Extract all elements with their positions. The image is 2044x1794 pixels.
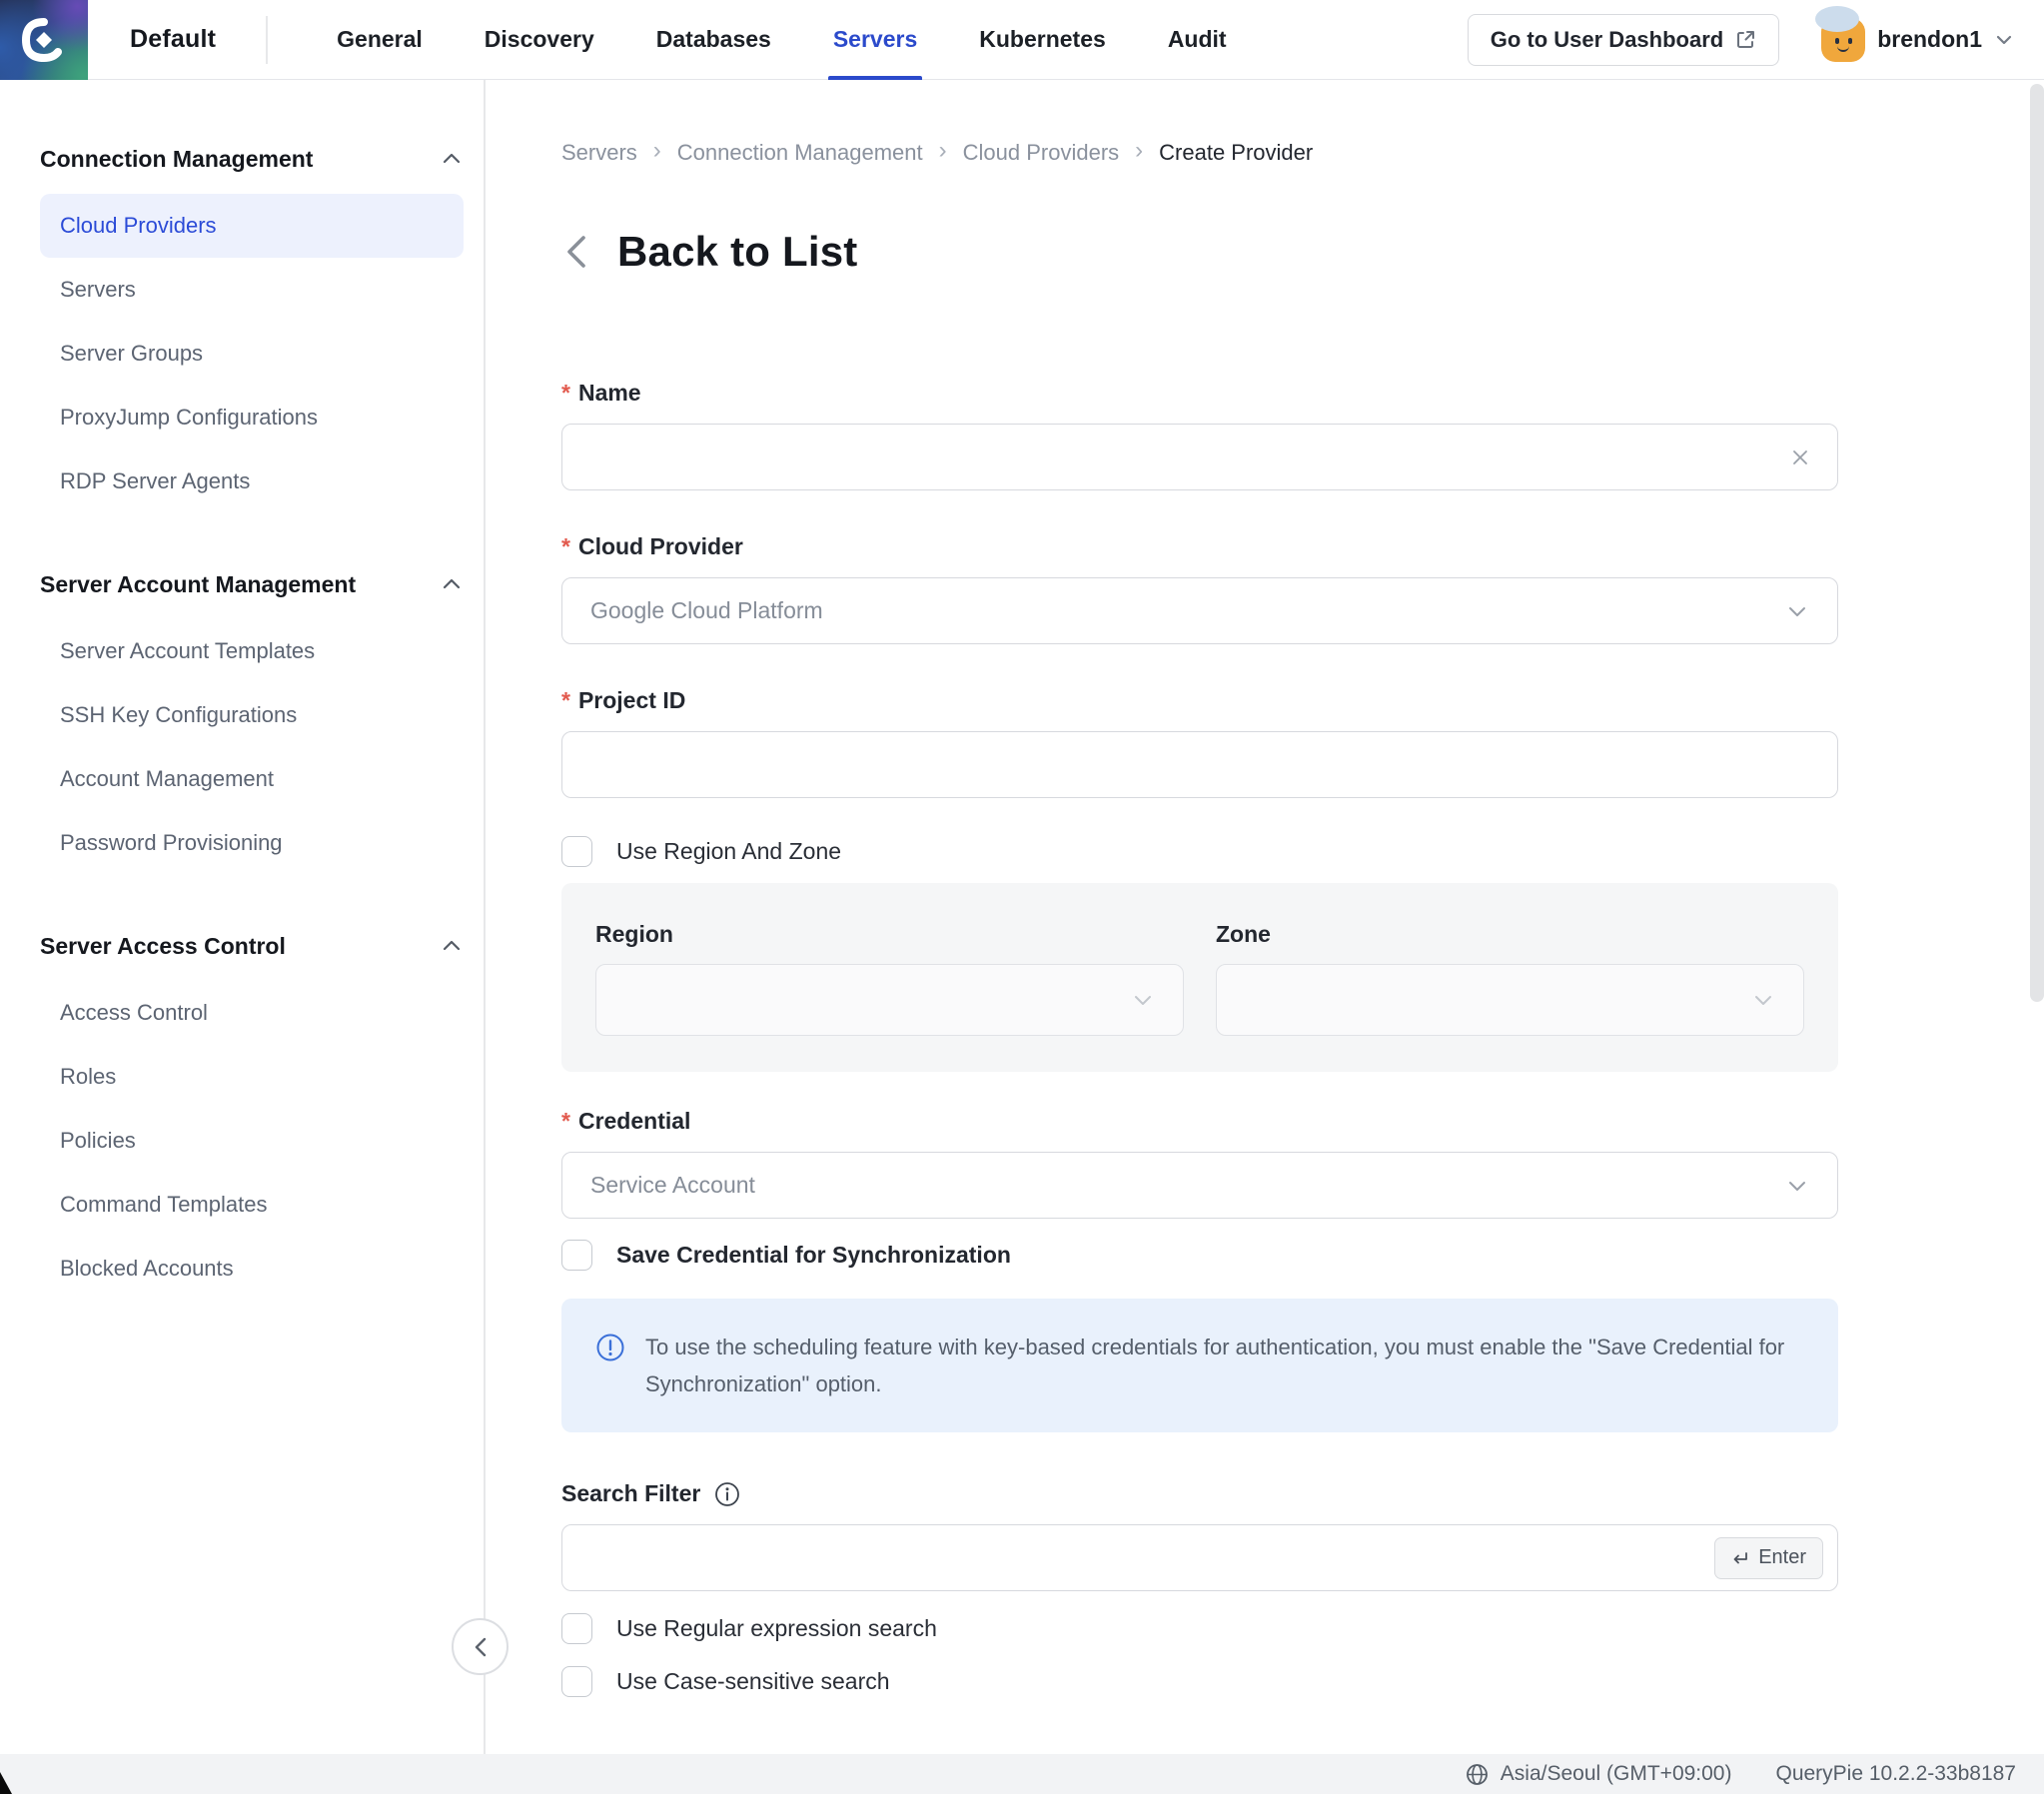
timezone-status bbox=[1466, 1762, 1732, 1786]
use-regex-row[interactable] bbox=[561, 1613, 1838, 1644]
zone-select[interactable] bbox=[1216, 964, 1804, 1036]
chevron-down-icon bbox=[1131, 988, 1155, 1012]
project-id-label bbox=[561, 687, 1838, 714]
region-zone-panel bbox=[561, 883, 1838, 1072]
sidebar-item-account-management[interactable]: Account Management bbox=[60, 766, 275, 791]
nav-tabs bbox=[306, 0, 1257, 80]
region-column bbox=[595, 921, 1184, 1036]
region-select[interactable] bbox=[595, 964, 1184, 1036]
sidebar-header-connection-management[interactable] bbox=[40, 142, 464, 176]
use-region-zone-checkbox[interactable] bbox=[561, 836, 592, 867]
page-title: Back to List bbox=[617, 228, 858, 275]
topbar-right bbox=[1468, 14, 2044, 66]
cloud-provider-select[interactable] bbox=[561, 577, 1838, 644]
save-credential-label: Save Credential for Synchronization bbox=[616, 1242, 1011, 1268]
tab-databases[interactable]: Databases bbox=[655, 26, 771, 52]
case-sensitive-label: Use Case-sensitive search bbox=[616, 1668, 890, 1694]
sidebar-item-access-control[interactable]: Access Control bbox=[60, 1000, 208, 1025]
chevron-up-icon bbox=[440, 934, 464, 958]
go-to-user-dashboard-button[interactable] bbox=[1468, 14, 1779, 66]
sidebar-item-roles[interactable]: Roles bbox=[60, 1064, 117, 1089]
credential-select[interactable] bbox=[561, 1152, 1838, 1219]
avatar-eye bbox=[1835, 38, 1839, 44]
chevron-down-icon bbox=[1785, 1174, 1809, 1198]
regex-search-label: Use Regular expression search bbox=[616, 1615, 937, 1641]
chevron-left-icon bbox=[471, 1635, 491, 1659]
save-credential-checkbox[interactable] bbox=[561, 1240, 592, 1271]
close-icon[interactable] bbox=[1787, 445, 1813, 470]
project-id-input[interactable] bbox=[561, 731, 1838, 798]
sidebar-item-password-provisioning[interactable]: Password Provisioning bbox=[60, 830, 283, 855]
cursor-artifact bbox=[0, 1772, 12, 1794]
name-label-text: Name bbox=[577, 380, 641, 406]
cloud-provider-label bbox=[561, 533, 1838, 560]
use-region-zone-label: Use Region And Zone bbox=[616, 838, 842, 864]
tab-servers[interactable]: Servers bbox=[802, 0, 948, 80]
sidebar-section-title: Server Account Management bbox=[40, 570, 357, 597]
use-region-zone-row[interactable] bbox=[561, 836, 1838, 867]
sidebar-section-server-account-management bbox=[40, 567, 464, 875]
breadcrumb-connection-management[interactable]: Connection Management bbox=[676, 140, 923, 165]
breadcrumb bbox=[561, 137, 1838, 166]
breadcrumb-cloud-providers[interactable]: Cloud Providers bbox=[962, 140, 1120, 165]
user-name: brendon1 bbox=[1877, 26, 1982, 52]
enter-key-icon bbox=[1731, 1550, 1749, 1566]
avatar-eye bbox=[1848, 38, 1852, 44]
version-label: QueryPie 10.2.2-33b8187 bbox=[1775, 1762, 2016, 1785]
back-to-list[interactable] bbox=[561, 228, 1838, 276]
globe-icon bbox=[1466, 1763, 1489, 1786]
tab-discovery[interactable]: Discovery bbox=[484, 26, 594, 52]
use-case-sensitive-row[interactable] bbox=[561, 1666, 1838, 1697]
sidebar-item-server-account-templates[interactable]: Server Account Templates bbox=[60, 638, 316, 663]
required-marker: * bbox=[561, 533, 570, 559]
chevron-right-icon: › bbox=[938, 137, 947, 164]
chevron-up-icon bbox=[440, 572, 464, 596]
sidebar-section-server-access-control bbox=[40, 929, 464, 1301]
region-label: Region bbox=[595, 921, 673, 947]
name-label bbox=[561, 380, 1838, 407]
avatar bbox=[1821, 18, 1865, 62]
tab-general[interactable]: General bbox=[337, 26, 423, 52]
avatar-mouth bbox=[1837, 45, 1849, 52]
sidebar-header-server-access-control[interactable] bbox=[40, 929, 464, 963]
project-id-label-text: Project ID bbox=[577, 687, 686, 713]
sidebar-item-servers[interactable]: Servers bbox=[60, 277, 136, 302]
chevron-down-icon bbox=[1751, 988, 1775, 1012]
tab-kubernetes[interactable]: Kubernetes bbox=[979, 26, 1106, 52]
enter-hint-badge bbox=[1714, 1537, 1823, 1579]
case-sensitive-checkbox[interactable] bbox=[561, 1666, 592, 1697]
regex-search-checkbox[interactable] bbox=[561, 1613, 592, 1644]
required-marker: * bbox=[561, 687, 570, 713]
search-filter-label-row bbox=[561, 1480, 1838, 1507]
zone-label: Zone bbox=[1216, 921, 1271, 947]
sidebar-section-title: Connection Management bbox=[40, 145, 314, 172]
sidebar-item-cloud-providers[interactable]: Cloud Providers bbox=[40, 194, 464, 258]
timezone-label: Asia/Seoul (GMT+09:00) bbox=[1500, 1762, 1732, 1785]
credential-value: Service Account bbox=[590, 1172, 755, 1198]
sidebar-collapse-button[interactable] bbox=[452, 1618, 509, 1675]
sync-alert-text: To use the scheduling feature with key-based credentials for authentication, you must enable the "Save Credential for Synchronization" option. bbox=[645, 1335, 1785, 1396]
search-filter-input[interactable] bbox=[561, 1524, 1838, 1591]
sync-info-alert bbox=[561, 1299, 1838, 1432]
sidebar-header-server-account-management[interactable] bbox=[40, 567, 464, 601]
status-bar bbox=[0, 1754, 2044, 1794]
cloud-provider-label-text: Cloud Provider bbox=[577, 533, 743, 559]
chevron-down-icon bbox=[1785, 599, 1809, 623]
info-icon[interactable] bbox=[714, 1481, 740, 1507]
sidebar-section-title: Server Access Control bbox=[40, 932, 286, 959]
chevron-left-icon bbox=[561, 232, 591, 272]
main-content bbox=[488, 80, 2044, 1754]
querypie-logo[interactable] bbox=[0, 0, 88, 80]
cloud-provider-value: Google Cloud Platform bbox=[590, 597, 823, 623]
save-credential-row[interactable] bbox=[561, 1240, 1838, 1271]
credential-label-text: Credential bbox=[577, 1108, 691, 1134]
breadcrumb-create-provider: Create Provider bbox=[1159, 140, 1314, 165]
go-to-user-dashboard-label: Go to User Dashboard bbox=[1490, 26, 1724, 52]
sidebar-section-connection-management bbox=[40, 142, 464, 513]
breadcrumb-servers[interactable]: Servers bbox=[561, 140, 637, 165]
enter-hint-label: Enter bbox=[1758, 1546, 1806, 1568]
nav-divider bbox=[266, 16, 268, 64]
required-marker: * bbox=[561, 1108, 570, 1134]
name-input[interactable] bbox=[561, 424, 1838, 490]
querypie-logo-icon bbox=[19, 15, 69, 65]
info-circle-icon bbox=[595, 1333, 625, 1362]
sidebar-item-rdp-server-agents[interactable]: RDP Server Agents bbox=[60, 468, 251, 493]
sidebar bbox=[0, 80, 486, 1754]
sidebar-item-command-templates[interactable]: Command Templates bbox=[60, 1192, 268, 1217]
sidebar-item-ssh-key-configurations[interactable]: SSH Key Configurations bbox=[60, 702, 298, 727]
external-link-icon bbox=[1735, 29, 1756, 50]
org-name: Default bbox=[130, 25, 217, 53]
top-navigation-bar bbox=[0, 0, 2044, 80]
sidebar-item-blocked-accounts[interactable]: Blocked Accounts bbox=[60, 1256, 234, 1281]
create-provider-form bbox=[561, 380, 1838, 1780]
credential-label bbox=[561, 1108, 1838, 1135]
chevron-right-icon: › bbox=[1135, 137, 1144, 164]
required-marker: * bbox=[561, 380, 570, 406]
sidebar-item-policies[interactable]: Policies bbox=[60, 1128, 136, 1153]
chevron-up-icon bbox=[440, 147, 464, 171]
zone-column bbox=[1216, 921, 1804, 1036]
scrollbar-thumb[interactable] bbox=[2030, 84, 2044, 1002]
search-filter-label: Search Filter bbox=[561, 1480, 701, 1506]
chevron-down-icon bbox=[1994, 30, 2014, 50]
user-menu[interactable] bbox=[1821, 18, 2014, 62]
chevron-right-icon: › bbox=[652, 137, 661, 164]
tab-audit[interactable]: Audit bbox=[1167, 26, 1227, 52]
sidebar-item-proxyjump-configurations[interactable]: ProxyJump Configurations bbox=[60, 405, 319, 430]
sidebar-item-server-groups[interactable]: Server Groups bbox=[60, 341, 204, 366]
